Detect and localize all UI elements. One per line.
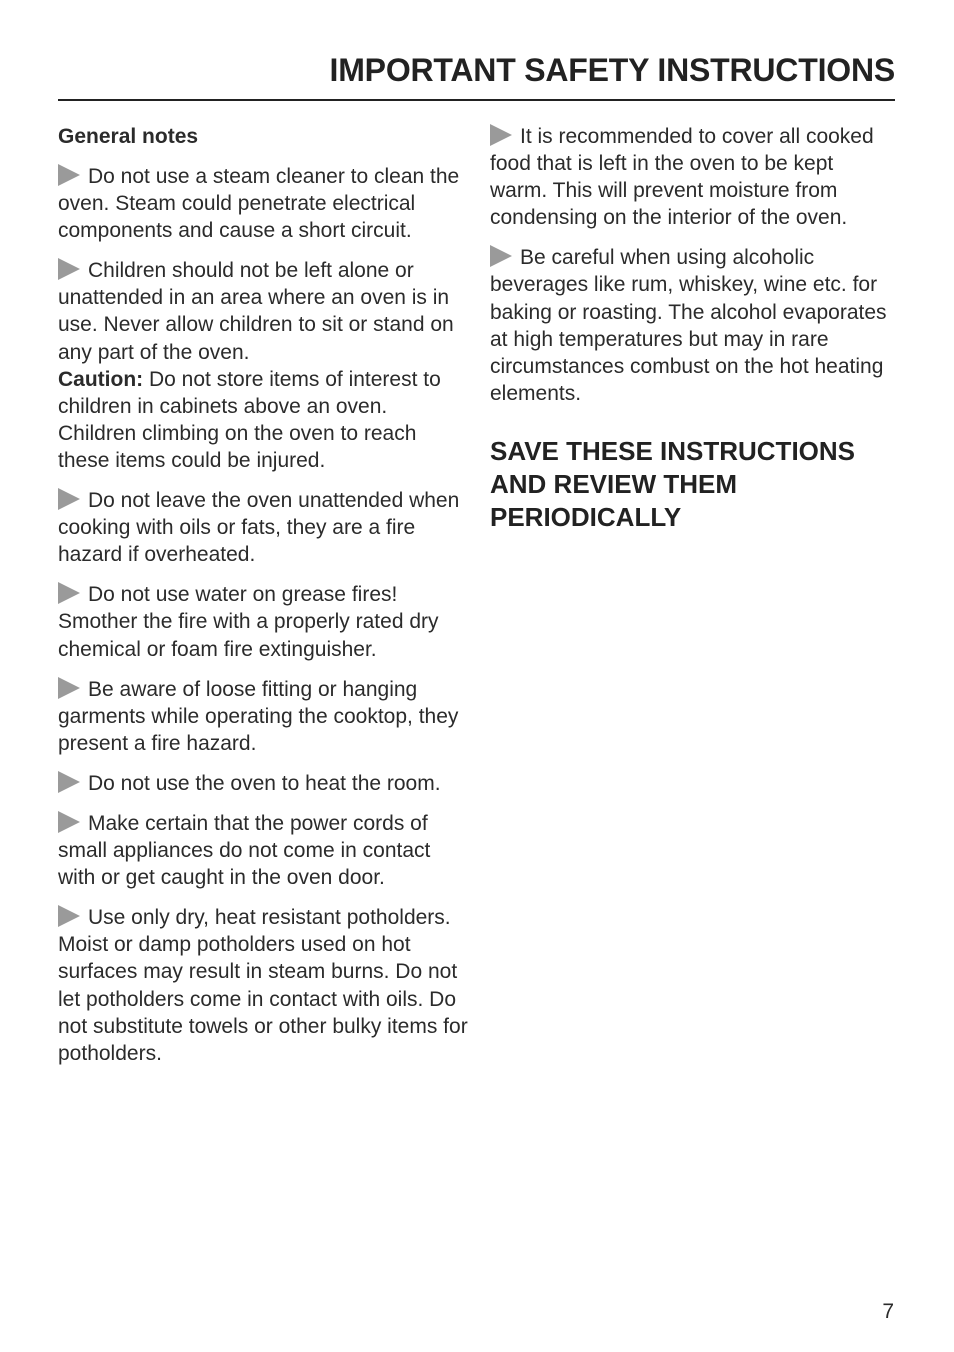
safety-note-text: Do not use a steam cleaner to clean the oven. Steam could penetrate electrical components and cause a short circuit. bbox=[58, 165, 460, 243]
caution-text: Do not store items of interest to children in cabinets above an oven. Children climbing on the oven to reach these items could be injured. bbox=[58, 367, 441, 472]
right-column bbox=[490, 123, 890, 534]
triangle-bullet-icon bbox=[58, 905, 80, 927]
triangle-bullet-icon bbox=[58, 164, 80, 186]
safety-note-text: Use only dry, heat resistant potholders. Moist or damp potholders used on hot surfaces may result in steam burns. Do not let potholders come in contact with oils. Do not substitute towels or other bulky items for potholders. bbox=[58, 906, 468, 1065]
page-title: IMPORTANT SAFETY INSTRUCTIONS bbox=[329, 52, 895, 88]
safety-note bbox=[58, 163, 468, 244]
triangle-bullet-icon bbox=[490, 124, 512, 146]
triangle-bullet-icon bbox=[58, 771, 80, 793]
general-notes-heading: General notes bbox=[58, 125, 199, 148]
caution-label: Caution: bbox=[58, 367, 144, 391]
safety-note bbox=[58, 676, 468, 757]
safety-note bbox=[490, 244, 890, 407]
safety-note bbox=[58, 487, 468, 568]
safety-note-text: Children should not be left alone or unattended in an area where an oven is in use. Never allow children to sit or stand on any part of the oven. bbox=[58, 259, 454, 364]
safety-note bbox=[58, 770, 468, 797]
safety-note-text: Do not use the oven to heat the room. bbox=[88, 771, 441, 795]
triangle-bullet-icon bbox=[58, 677, 80, 699]
triangle-bullet-icon bbox=[490, 245, 512, 267]
save-instructions-heading: SAVE THESE INSTRUCTIONS AND REVIEW THEM PERIODICALLY bbox=[490, 435, 856, 532]
page-number: 7 bbox=[882, 1300, 894, 1323]
safety-note-text: Do not use water on grease fires! Smother the fire with a properly rated dry chemical or foam fire extinguisher. bbox=[58, 583, 439, 661]
safety-note bbox=[58, 581, 468, 662]
safety-note-text: Make certain that the power cords of small appliances do not come in contact with or get caught in the oven door. bbox=[58, 811, 431, 890]
safety-note bbox=[58, 810, 468, 891]
safety-note-text: Be careful when using alcoholic beverages like rum, whiskey, wine etc. for baking or roasting. The alcohol evaporates at high temperatures but may in rare circumstances combust on the hot heating elements. bbox=[490, 246, 887, 405]
page-header bbox=[58, 52, 895, 101]
triangle-bullet-icon bbox=[58, 582, 80, 604]
safety-note bbox=[490, 123, 890, 231]
triangle-bullet-icon bbox=[58, 488, 80, 510]
left-column bbox=[58, 123, 468, 1080]
safety-note bbox=[58, 257, 468, 474]
safety-note-text: Do not leave the oven unattended when cooking with oils or fats, they are a fire hazard if overheated. bbox=[58, 489, 460, 567]
safety-note-text: It is recommended to cover all cooked food that is left in the oven to be kept warm. This will prevent moisture from condensing on the interior of the oven. bbox=[490, 125, 874, 230]
triangle-bullet-icon bbox=[58, 258, 80, 280]
safety-note-text: Be aware of loose fitting or hanging garments while operating the cooktop, they present a fire hazard. bbox=[58, 677, 459, 755]
safety-note bbox=[58, 904, 468, 1067]
triangle-bullet-icon bbox=[58, 811, 80, 833]
